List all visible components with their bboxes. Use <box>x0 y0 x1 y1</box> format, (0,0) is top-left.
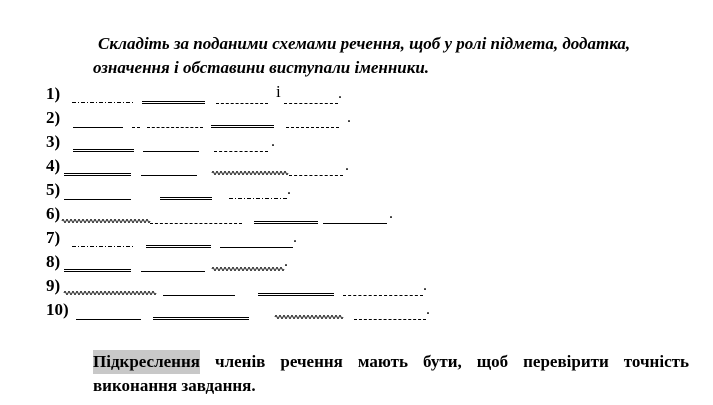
highlighted-word: Підкреслення <box>93 350 200 374</box>
solid-underline <box>76 311 141 320</box>
end-punctuation: . <box>389 205 393 222</box>
double-underline <box>211 119 274 128</box>
dashed-underline <box>289 167 343 176</box>
note-word: точність <box>623 352 689 371</box>
scheme-row <box>46 106 466 130</box>
wavy-underline <box>212 263 283 271</box>
wavy-line-mark <box>64 292 156 295</box>
scheme-row <box>46 130 466 154</box>
wavy-underline <box>64 287 154 295</box>
double-underline <box>146 239 211 248</box>
dashed-underline <box>286 119 339 128</box>
dot-dash-underline <box>72 95 134 103</box>
scheme-row <box>46 250 466 274</box>
scheme-row <box>46 154 466 178</box>
row-number: 9) <box>46 276 61 295</box>
double-underline <box>142 95 205 104</box>
double-underline <box>160 191 212 200</box>
end-punctuation: . <box>271 133 275 150</box>
solid-underline <box>220 239 293 248</box>
dashed-underline <box>343 287 423 296</box>
end-punctuation: . <box>347 109 351 126</box>
wavy-underline <box>212 167 287 175</box>
conjunction-text: і <box>276 82 281 101</box>
solid-underline <box>143 143 199 152</box>
scheme-row <box>46 226 466 250</box>
row-number: 1) <box>46 84 61 103</box>
wavy-underline <box>62 215 147 223</box>
note-word: мають <box>357 352 408 371</box>
solid-underline <box>141 167 197 176</box>
wavy-underline <box>275 311 343 319</box>
note-paragraph <box>93 350 689 398</box>
solid-underline <box>163 287 235 296</box>
note-word: речення <box>280 352 343 371</box>
dashed-underline <box>150 215 242 224</box>
double-underline <box>258 287 334 296</box>
wavy-line-mark <box>62 220 150 223</box>
dot-dash-underline <box>72 239 135 247</box>
row-number: 7) <box>46 228 61 247</box>
task-line-1: Складіть за поданими схемами речення, щоб у ролі підмета, додатка, <box>98 34 631 53</box>
dashed-underline <box>284 95 338 104</box>
solid-underline <box>64 191 131 200</box>
dashed-underline <box>214 143 268 152</box>
row-number: 5) <box>46 180 61 199</box>
double-underline <box>153 311 249 320</box>
end-punctuation: . <box>426 301 430 318</box>
note-word: членів <box>214 352 266 371</box>
wavy-line-mark <box>275 316 343 319</box>
task-line-2: означення і обставини виступали іменники. <box>93 58 430 77</box>
task-instruction <box>93 32 693 80</box>
note-word: бути, <box>422 352 462 371</box>
row-number: 3) <box>46 132 61 151</box>
end-punctuation: . <box>287 181 291 198</box>
scheme-row <box>46 274 466 298</box>
wavy-line-mark <box>212 268 284 271</box>
note-word: щоб <box>476 352 509 371</box>
solid-underline <box>323 215 387 224</box>
dashed-underline <box>216 95 268 104</box>
end-punctuation: . <box>338 85 342 102</box>
scheme-row <box>46 202 466 226</box>
wavy-line-mark <box>212 172 288 175</box>
row-number: 4) <box>46 156 61 175</box>
row-number: 2) <box>46 108 61 127</box>
row-number: 8) <box>46 252 61 271</box>
dashed-underline <box>354 311 426 320</box>
solid-underline <box>73 119 123 128</box>
note-line-1 <box>93 350 689 374</box>
solid-underline <box>141 263 205 272</box>
double-underline <box>64 263 131 272</box>
scheme-row <box>46 82 466 106</box>
scheme-row <box>46 178 466 202</box>
note-word: перевірити <box>523 352 609 371</box>
double-underline <box>254 215 318 224</box>
end-punctuation: . <box>345 157 349 174</box>
dot-dash-underline <box>229 191 287 199</box>
row-number: 6) <box>46 204 61 223</box>
row-number: 10) <box>46 300 69 319</box>
end-punctuation: . <box>423 277 427 294</box>
scheme-row <box>46 298 466 322</box>
end-punctuation: . <box>284 253 288 270</box>
note-line-2: виконання завдання. <box>93 376 256 395</box>
dashed-underline <box>132 119 140 128</box>
double-underline <box>73 143 134 152</box>
double-underline <box>64 167 131 176</box>
end-punctuation: . <box>293 229 297 246</box>
dashed-underline <box>147 119 203 128</box>
